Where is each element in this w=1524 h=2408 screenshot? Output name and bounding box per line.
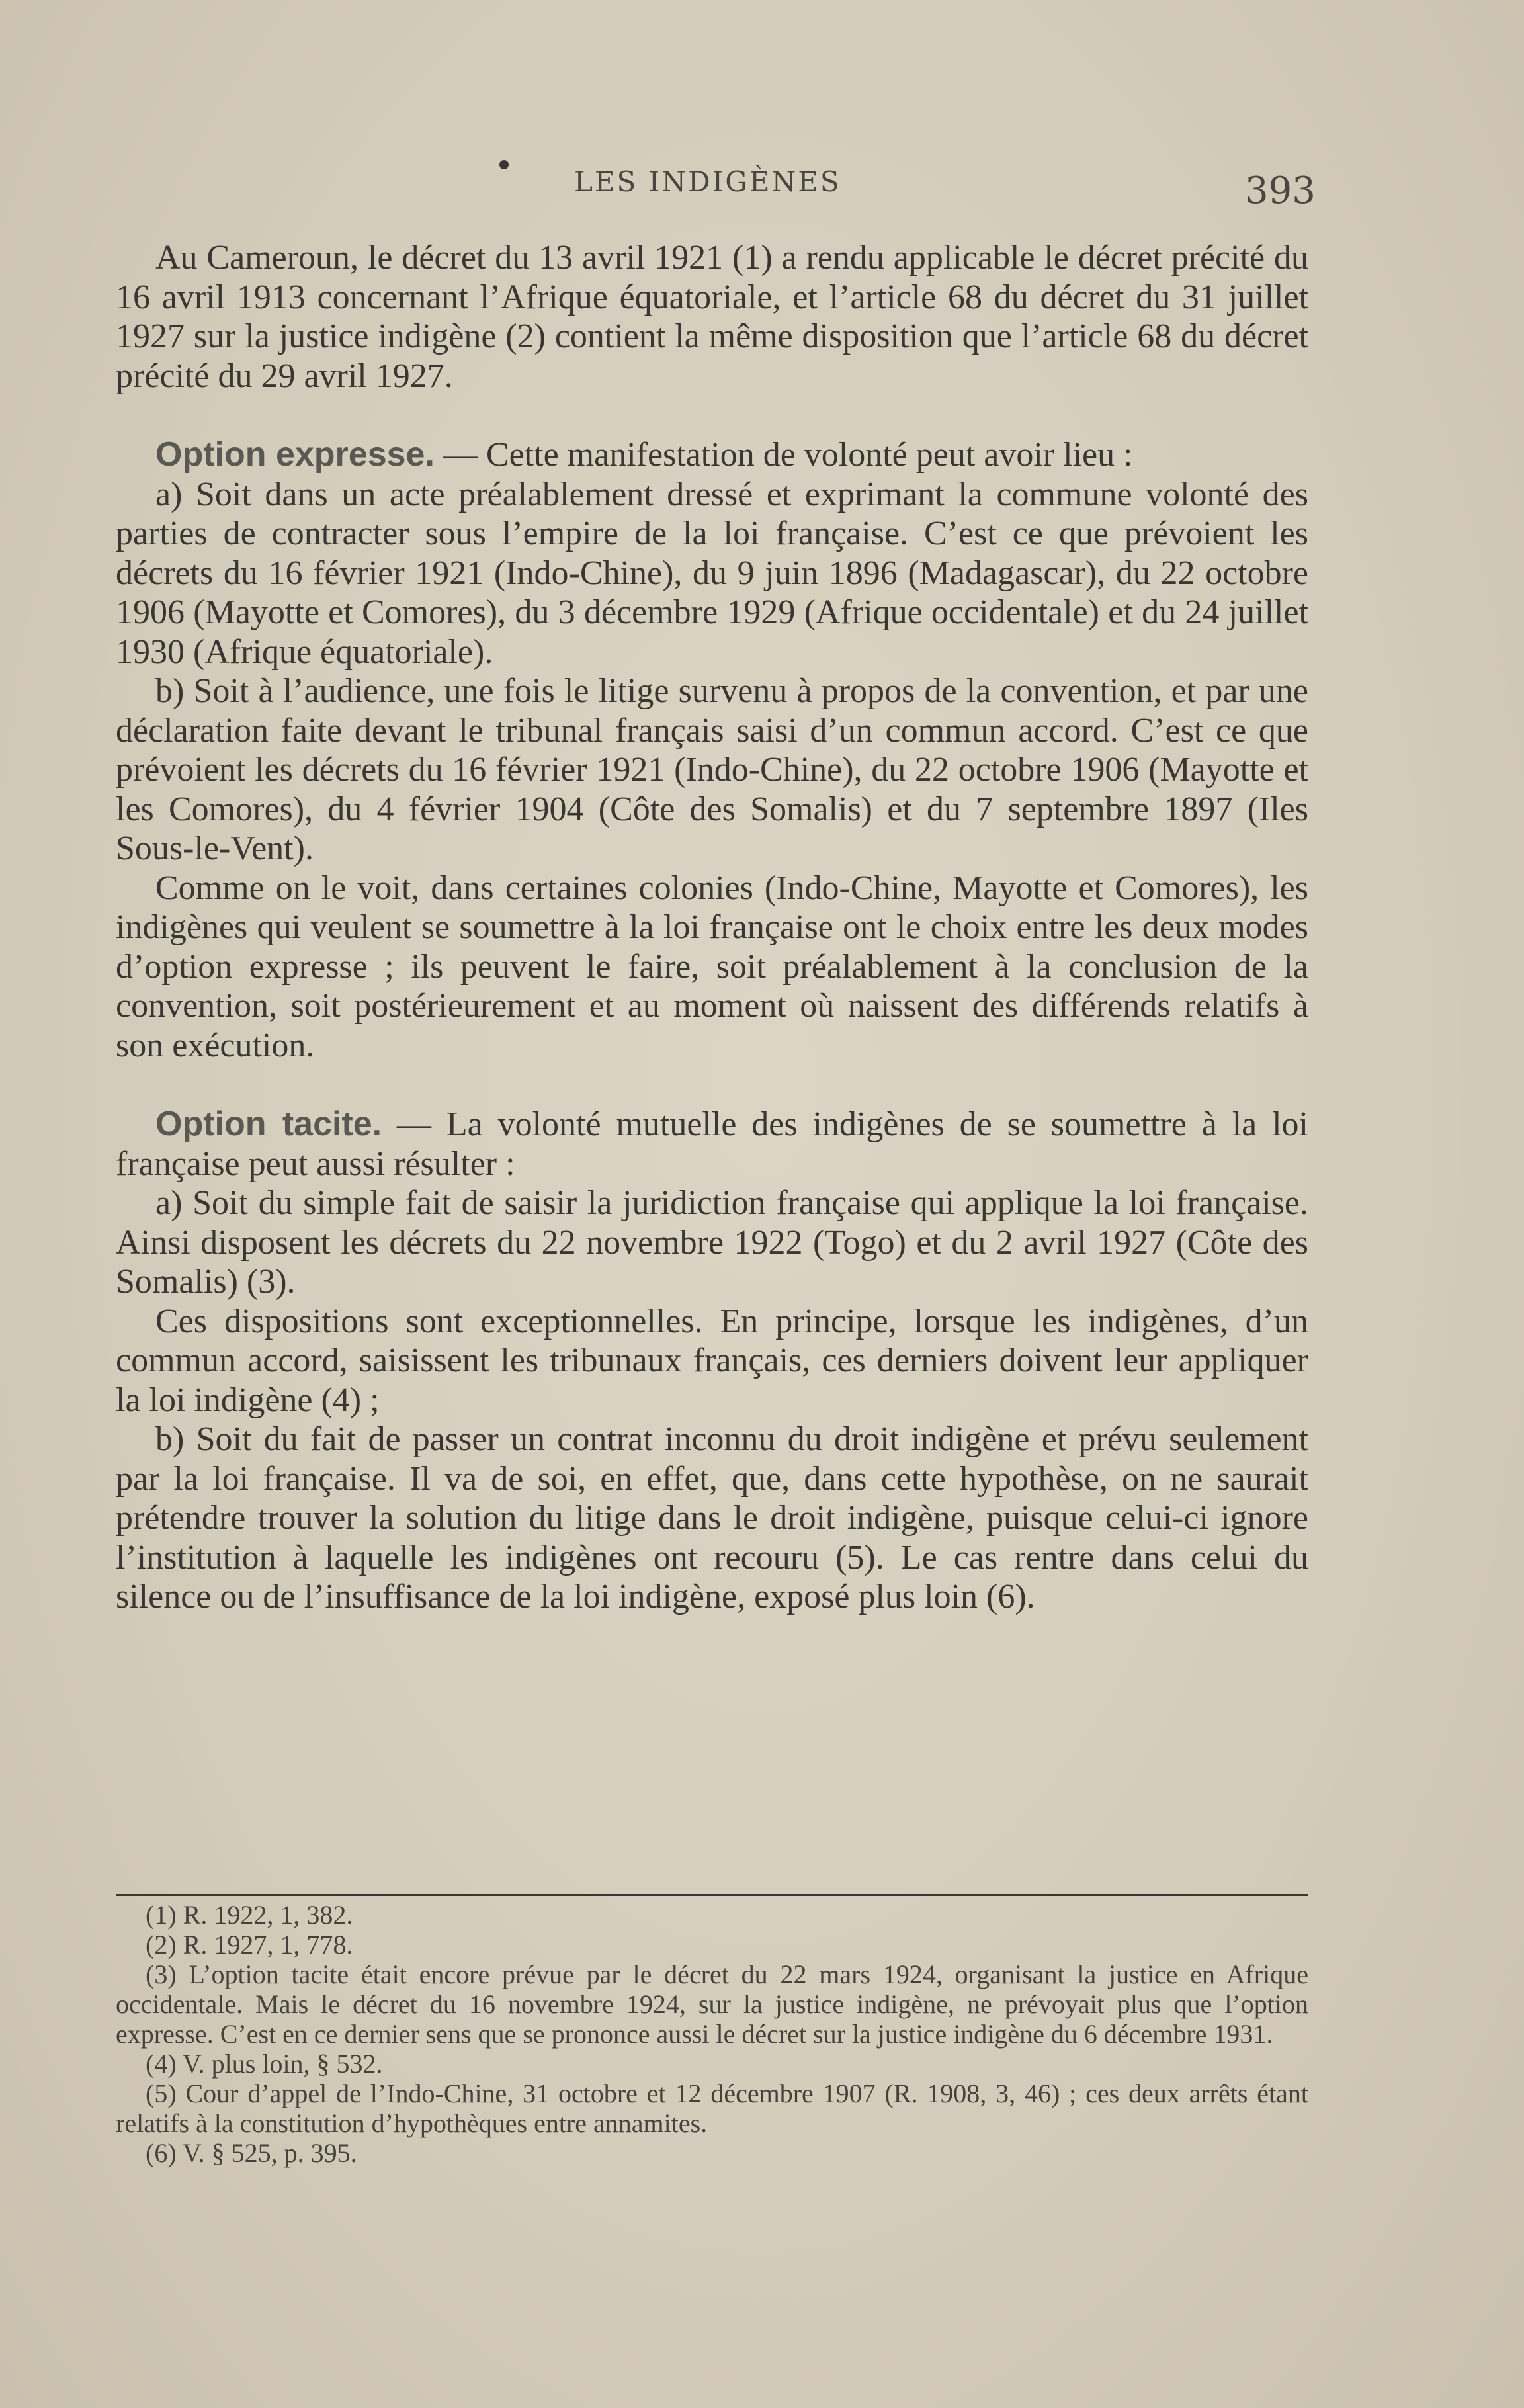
footnote-divider bbox=[116, 1894, 1308, 1896]
paragraph: a) Soit du simple fait de saisir la juridiction française qui applique la loi française. Ainsi disposent les décrets du 22 novembre 1922 (Togo) et du 2 avril 1927 (Côte des Somalis) (3). bbox=[116, 1184, 1308, 1301]
spacer bbox=[116, 1065, 1308, 1105]
paragraph: Ces dispositions sont exceptionnelles. En principe, lorsque les indigènes, d’un commun accord, saisissent les tribunaux français, ces derniers doivent leur appliquer la loi indigène (4) ; bbox=[116, 1302, 1308, 1419]
paragraph: Au Cameroun, le décret du 13 avril 1921 (1) a rendu applicable le décret précité du 16 avril 1913 concernant l’Afrique équatoriale, et l’article 68 du décret du 31 juillet 1927 sur la justice indigène (2) contient la même disposition que l’article 68 du décret précité du 29 avril 1927. bbox=[116, 239, 1308, 395]
paragraph: a) Soit dans un acte préalablement dressé et exprimant la commune volonté des parties de contracter sous l’empire de la loi française. C’est ce que prévoient les décrets du 16 février 1921 (Indo-Chine), du 9 juin 1896 (Madagascar), du 22 octobre 1906 (Mayotte et Comores), du 3 décembre 1929 (Afrique occidentale) et du 24 juillet 1930 (Afrique équatoriale). bbox=[116, 475, 1308, 671]
page-number: 393 bbox=[1245, 169, 1316, 212]
section-option-expresse bbox=[116, 435, 1308, 475]
spacer bbox=[116, 396, 1308, 435]
footnote: (3) L’option tacite était encore prévue par le décret du 22 mars 1924, organisant la justice en Afrique occidentale. Mais le décret du 16 novembre 1924, sur la justice indigène, ne prévoyait plus que l’option expresse. C’est en ce dernier sens que se prononce aussi le décret sur la justice indigène du 6 décembre 1931. bbox=[116, 1959, 1308, 2049]
section-option-tacite bbox=[116, 1105, 1308, 1183]
paragraph: b) Soit à l’audience, une fois le litige survenu à propos de la convention, et par une déclaration faite devant le tribunal français saisi d’un commun accord. C’est ce que prévoient les décrets du 16 février 1921 (Indo-Chine), du 22 octobre 1906 (Mayotte et les Comores), du 4 février 1904 (Côte des Somalis) et du 7 septembre 1897 (Iles Sous-le-Vent). bbox=[116, 672, 1308, 867]
paragraph: Comme on le voit, dans certaines colonies (Indo-Chine, Mayotte et Comores), les indigènes qui veulent se soumettre à la loi française ont le choix entre les deux modes d’option expresse ; ils peuvent le faire, soit préalablement à la conclusion de la convention, soit postérieurement et au moment où naissent des différends relatifs à son exécution. bbox=[116, 869, 1308, 1064]
footnote: (1) R. 1922, 1, 382. bbox=[146, 1900, 353, 1930]
ink-dot bbox=[499, 160, 509, 169]
footnote: (4) V. plus loin, § 532. bbox=[146, 2049, 383, 2079]
section-heading: Option expresse. bbox=[155, 435, 435, 474]
page-header bbox=[0, 159, 1524, 212]
paragraph: b) Soit du fait de passer un contrat inconnu du droit indigène et prévu seulement par la loi française. Il va de soi, en effet, que, dans cette hypothèse, on ne saurait prétendre trouver la solution du litige dans le droit indigène, puisque celui-ci ignore l’institution à laquelle les indigènes ont recouru (5). Le cas rentre dans celui du silence ou de l’insuffisance de la loi indigène, exposé plus loin (6). bbox=[116, 1420, 1308, 1615]
section-heading: Option tacite. bbox=[155, 1105, 382, 1143]
section-intro: — Cette manifestation de volonté peut avoir lieu : bbox=[434, 436, 1133, 474]
footnote: (2) R. 1927, 1, 778. bbox=[146, 1930, 353, 1959]
section-intro: — La volonté mutuelle des indigènes de se soumettre à la loi française peut aussi résulter : bbox=[116, 1105, 1308, 1183]
footnotes bbox=[116, 1900, 1308, 2168]
running-title: LES INDIGÈNES bbox=[574, 165, 841, 198]
footnote: (5) Cour d’appel de l’Indo-Chine, 31 octobre et 12 décembre 1907 (R. 1908, 3, 46) ; ces deux arrêts étant relatifs à la constitution d’hypothèques entre annamites. bbox=[116, 2079, 1308, 2138]
body-text bbox=[116, 238, 1308, 1617]
footnote: (6) V. § 525, p. 395. bbox=[146, 2138, 357, 2168]
